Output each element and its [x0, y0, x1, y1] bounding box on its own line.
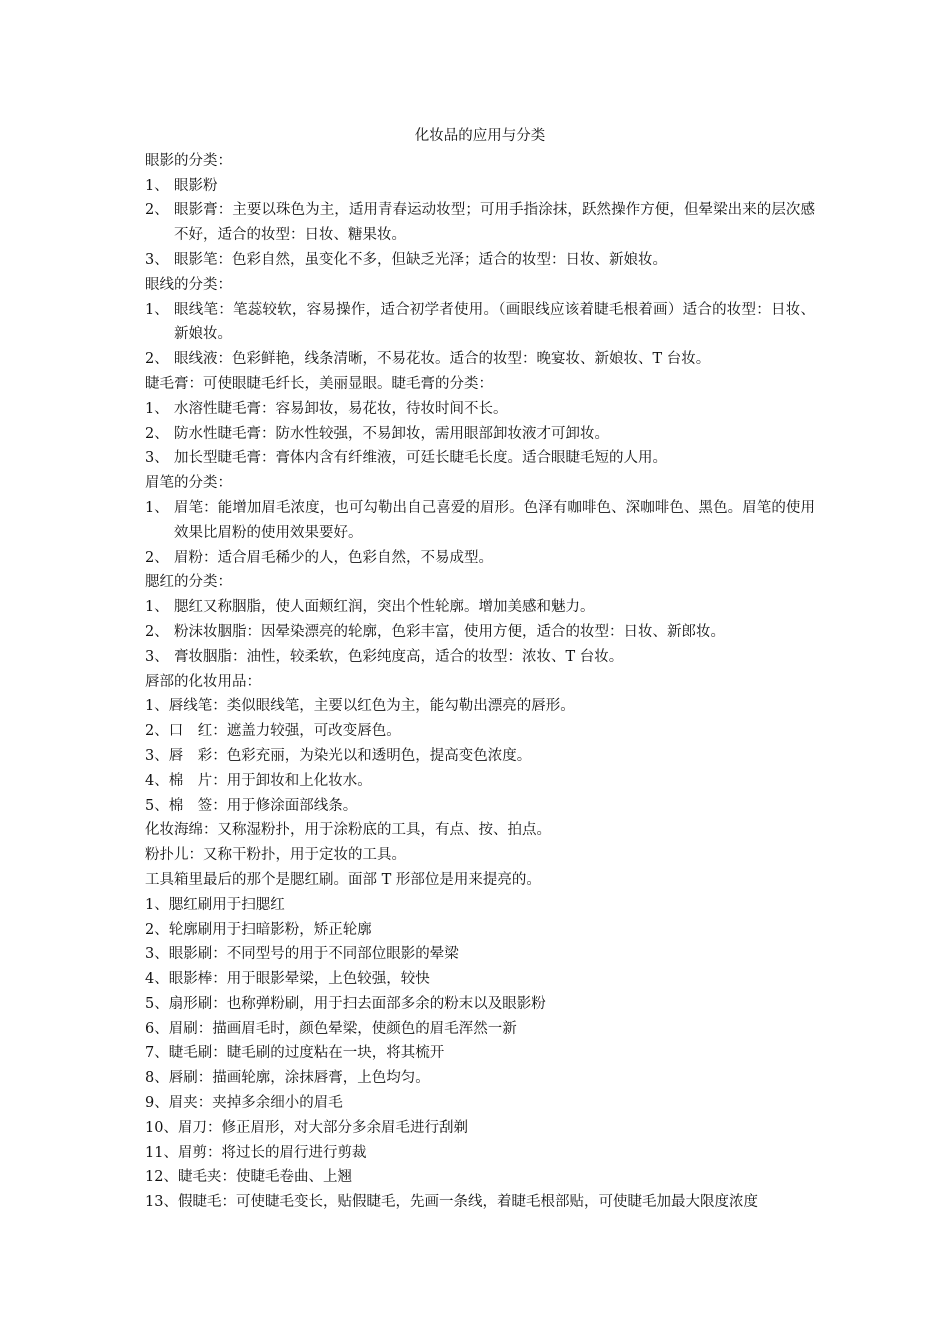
list-item [145, 248, 815, 273]
list-number: 3、 [145, 946, 169, 963]
list-number: 3、 [145, 450, 169, 467]
list-text: 棉 片：用于卸妆和上化妆水。 [168, 772, 372, 789]
list-text: 棉 签：用于修涂面部线条。 [168, 797, 358, 814]
list-item [145, 347, 815, 372]
list-number: 2、 [145, 351, 169, 368]
list-item [145, 719, 815, 744]
list-text: 眼影膏：主要以珠色为主，适用青春运动妆型；可用手指涂抹，跃然操作方便，但晕梁出来的层次感不好，适合的妆型：日妆、糖果妆。 [174, 202, 815, 244]
document-body [145, 124, 815, 1215]
list-number: 2、 [145, 202, 169, 219]
list-text: 腮红刷用于扫腮红 [168, 896, 285, 913]
list-text: 睫毛夹：使睫毛卷曲、上翘 [177, 1169, 352, 1186]
list-number: 13、 [145, 1194, 178, 1211]
list-text: 眼影粉 [174, 177, 218, 194]
list-number: 8、 [145, 1070, 169, 1087]
list-text: 膏妆胭脂：油性，较柔软，色彩纯度高，适合的妆型：浓妆、T 台妆。 [174, 648, 624, 665]
list-text: 假睫毛：可使睫毛变长，贴假睫毛，先画一条线，着睫毛根部贴，可使睫毛加最大限度浓度 [177, 1194, 758, 1211]
list-text: 睫毛刷：睫毛刷的过度粘在一块，将其梳开 [168, 1045, 445, 1062]
list-number: 6、 [145, 1020, 169, 1037]
list-item [145, 174, 815, 199]
list-text: 粉沫妆胭脂：因晕染漂亮的轮廓，色彩丰富，使用方便，适合的妆型：日妆、新郎妆。 [174, 623, 725, 640]
list-number: 1、 [145, 499, 169, 516]
list-text: 加长型睫毛膏：膏体内含有纤维液，可廷长睫毛长度。适合眼睫毛短的人用。 [174, 450, 667, 467]
list-text: 眼影棒：用于眼影晕梁，上色较强，较快 [168, 971, 430, 988]
list-item [145, 595, 815, 620]
list-item [145, 1091, 815, 1116]
list-text: 眼影刷：不同型号的用于不同部位眼影的晕梁 [168, 946, 459, 963]
list-text: 眉刀：修正眉形，对大部分多余眉毛进行刮剃 [177, 1119, 468, 1136]
list-text: 眉粉：适合眉毛稀少的人，色彩自然，不易成型。 [174, 549, 493, 566]
list-number: 9、 [145, 1095, 169, 1112]
list-item [145, 942, 815, 967]
section-heading-blush: 腮红的分类： [145, 574, 232, 591]
list-number: 3、 [145, 648, 169, 665]
list-item [145, 620, 815, 645]
list-number: 5、 [145, 797, 169, 814]
section-heading-mascara: 睫毛膏：可使眼睫毛纤长，美丽显眼。睫毛膏的分类： [145, 375, 493, 392]
list-item [145, 893, 815, 918]
list-text: 轮廓刷用于扫暗影粉，矫正轮廓 [168, 921, 372, 938]
list-item [145, 397, 815, 422]
list-text: 口 红：遮盖力较强，可改变唇色。 [168, 723, 401, 740]
list-item [145, 967, 815, 992]
list-number: 1、 [145, 698, 169, 715]
list-item [145, 1041, 815, 1066]
list-item [145, 992, 815, 1017]
list-number: 3、 [145, 251, 169, 268]
section-heading-lip: 唇部的化妆用品： [145, 673, 261, 690]
list-text: 眉夹：夹掉多余细小的眉毛 [168, 1095, 343, 1112]
list-item [145, 694, 815, 719]
list-item [145, 645, 815, 670]
list-number: 2、 [145, 921, 169, 938]
list-text: 眉刷：描画眉毛时，颜色晕梁，使颜色的眉毛浑然一新 [168, 1020, 517, 1037]
list-item [145, 446, 815, 471]
list-text: 眼线液：色彩鲜艳，线条清晰，不易花妆。适合的妆型：晚宴妆、新娘妆、T 台妆。 [174, 351, 711, 368]
list-text: 扇形刷：也称弹粉刷，用于扫去面部多余的粉末以及眼影粉 [168, 995, 546, 1012]
list-text: 唇线笔：类似眼线笔，主要以红色为主，能勾勒出漂亮的唇形。 [168, 698, 575, 715]
list-item [145, 918, 815, 943]
list-number: 1、 [145, 599, 169, 616]
list-number: 1、 [145, 301, 169, 318]
list-item [145, 769, 815, 794]
list-item [145, 1141, 815, 1166]
list-item [145, 1017, 815, 1042]
list-item [145, 422, 815, 447]
list-number: 12、 [145, 1169, 178, 1186]
paragraph-puff: 粉扑儿：又称干粉扑，用于定妆的工具。 [145, 847, 406, 864]
list-number: 2、 [145, 549, 169, 566]
list-item [145, 794, 815, 819]
list-text: 唇 彩：色彩充丽，为染光以和透明色，提高变色浓度。 [168, 747, 532, 764]
list-text: 腮红又称胭脂，使人面颊红润，突出个性轮廓。增加美感和魅力。 [174, 599, 595, 616]
section-heading-eyeshadow: 眼影的分类： [145, 152, 232, 169]
list-item [145, 298, 815, 348]
list-number: 4、 [145, 971, 169, 988]
section-heading-eyebrow: 眉笔的分类： [145, 475, 232, 492]
list-number: 1、 [145, 400, 169, 417]
list-text: 眉笔：能增加眉毛浓度，也可勾勒出自己喜爱的眉形。色泽有咖啡色、深咖啡色、黑色。眉笔的使用效果比眉粉的使用效果要好。 [174, 499, 815, 541]
list-item [145, 1190, 815, 1215]
list-number: 4、 [145, 772, 169, 789]
list-text: 水溶性睫毛膏：容易卸妆，易花妆，待妆时间不长。 [174, 400, 508, 417]
list-number: 11、 [145, 1144, 178, 1161]
list-number: 7、 [145, 1045, 169, 1062]
list-number: 5、 [145, 995, 169, 1012]
list-text: 眉剪：将过长的眉行进行剪裁 [177, 1144, 367, 1161]
list-number: 2、 [145, 623, 169, 640]
list-number: 2、 [145, 425, 169, 442]
paragraph-sponge: 化妆海绵：又称湿粉扑，用于涂粉底的工具，有点、按、拍点。 [145, 822, 551, 839]
list-number: 1、 [145, 896, 169, 913]
list-number: 3、 [145, 747, 169, 764]
list-number: 2、 [145, 723, 169, 740]
list-item [145, 1066, 815, 1091]
paragraph-toolbox: 工具箱里最后的那个是腮红刷。面部 T 形部位是用来提亮的。 [145, 871, 541, 888]
list-item [145, 1116, 815, 1141]
list-text: 眼影笔：色彩自然，虽变化不多，但缺乏光泽；适合的妆型：日妆、新娘妆。 [174, 251, 667, 268]
list-item [145, 1165, 815, 1190]
list-item [145, 496, 815, 546]
list-text: 眼线笔：笔蕊较软，容易操作，适合初学者使用。（画眼线应该着睫毛根着画）适合的妆型：日妆、新娘妆。 [174, 301, 815, 343]
list-item [145, 546, 815, 571]
list-item [145, 198, 815, 248]
list-number: 1、 [145, 177, 169, 194]
list-item [145, 744, 815, 769]
document-title: 化妆品的应用与分类 [414, 128, 546, 144]
list-number: 10、 [145, 1119, 178, 1136]
list-text: 防水性睫毛膏：防水性较强，不易卸妆，需用眼部卸妆液才可卸妆。 [174, 425, 609, 442]
section-heading-eyeliner: 眼线的分类： [145, 276, 232, 293]
list-text: 唇刷：描画轮廓，涂抹唇膏，上色均匀。 [168, 1070, 430, 1087]
